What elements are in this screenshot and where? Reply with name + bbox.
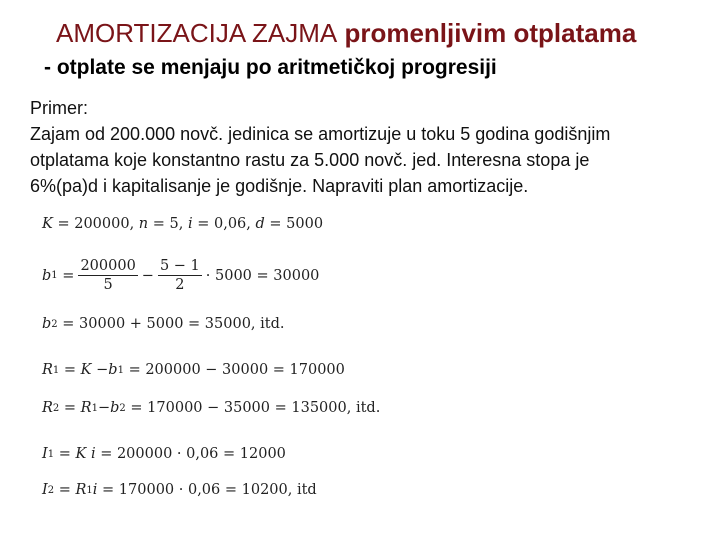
- slide-title-rest: promenljivim otplatama: [337, 18, 637, 48]
- slide-subtitle: - otplate se menjaju po aritmetičkoj progresiji: [44, 56, 497, 79]
- fraction-n-minus-1: $\frac{5 - 1}{2}$: [159, 258, 200, 293]
- r2-result: = 170000 − 35000 = 135000, itd.: [130, 400, 381, 416]
- formula-b1: b 1 = $\frac{200000}{5}$ − $\frac{5 - 1}{2}$ · 5000 = 30000: [42, 258, 320, 293]
- slide-title-main: AMORTIZACIJA ZAJMA: [56, 18, 338, 48]
- b1-result: · 5000 = 30000: [205, 267, 320, 284]
- formula-b2: b 2 = 30000 + 5000 = 35000, itd.: [42, 316, 285, 332]
- formula-given: K = 200000 , n = 5 , i = 0,06 , d = 5000: [42, 216, 324, 232]
- example-text: [30, 95, 710, 199]
- formula-i1: I 1 = K i = 200000 · 0,06 = 12000: [42, 446, 286, 462]
- formula-i2: I 2 = R 1 i = 170000 · 0,06 = 10200, itd: [42, 482, 317, 498]
- example-heading: Primer:: [30, 98, 88, 118]
- i2-result: = 170000 · 0,06 = 10200, itd: [102, 482, 317, 498]
- r1-result: = 200000 − 30000 = 170000: [128, 362, 345, 378]
- slide-title: [56, 18, 636, 49]
- given-i: 0,06: [213, 216, 247, 232]
- formula-r2: R 2 = R 1 − b 2 = 170000 − 35000 = 135000, itd.: [42, 400, 381, 416]
- example-line-3: 6%(pa)d i kapitalisanje je godišnje. Napraviti plan amortizacije.: [30, 176, 529, 196]
- given-d: 5000: [286, 216, 324, 232]
- example-line-1: Zajam od 200.000 novč. jedinica se amortizuje u toku 5 godina godišnjim: [30, 124, 611, 144]
- fraction-k-n: $\frac{200000}{5}$: [80, 258, 136, 293]
- i1-result: = 200000 · 0,06 = 12000: [100, 446, 286, 462]
- given-n: 5: [169, 216, 179, 232]
- example-line-2: otplatama koje konstantno rastu za 5.000 novč. jed. Interesna stopa je: [30, 150, 590, 170]
- b2-result: = 30000 + 5000 = 35000, itd.: [62, 316, 285, 332]
- given-k: 200000: [74, 216, 130, 232]
- formula-r1: R 1 = K − b 1 = 200000 − 30000 = 170000: [42, 362, 345, 378]
